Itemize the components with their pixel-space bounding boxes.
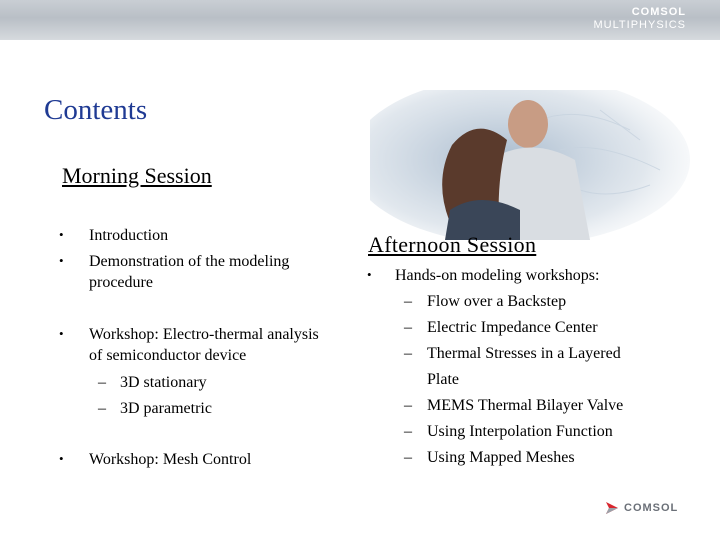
comsol-multiphysics-logo	[594, 7, 686, 31]
list-item: Workshop: Electro-thermal analysis	[89, 326, 319, 343]
dash: –	[404, 397, 412, 414]
sub-list-item: Using Interpolation Function	[427, 423, 613, 440]
dash: –	[404, 293, 412, 310]
header-band	[0, 0, 720, 40]
bullet: •	[59, 326, 64, 341]
afternoon-session-heading: Afternoon Session	[368, 232, 537, 257]
list-item-continuation: procedure	[89, 274, 153, 291]
sub-list-item: MEMS Thermal Bilayer Valve	[427, 397, 624, 414]
dash: –	[404, 345, 412, 362]
sub-list-item: Flow over a Backstep	[427, 293, 567, 310]
footer-logo-text: COMSOL	[624, 502, 679, 514]
dash: –	[98, 400, 106, 417]
bullet: •	[59, 451, 64, 466]
sub-list-item: 3D parametric	[120, 400, 212, 417]
sub-list-item: 3D stationary	[120, 374, 207, 391]
dash: –	[98, 374, 106, 391]
people-photo	[370, 90, 700, 240]
logo-line-1: COMSOL	[631, 6, 686, 18]
sub-list-item: Thermal Stresses in a Layered	[427, 345, 621, 362]
list-item-continuation: of semiconductor device	[89, 347, 247, 364]
list-item: Introduction	[89, 227, 169, 244]
morning-session-heading: Morning Session	[62, 163, 212, 188]
sub-list-item: Electric Impedance Center	[427, 319, 598, 336]
slide-title: Contents	[44, 94, 148, 126]
dash: –	[404, 449, 412, 466]
list-item: Workshop: Mesh Control	[89, 451, 252, 468]
bullet: •	[367, 267, 372, 282]
sub-list-item-continuation: Plate	[427, 371, 459, 388]
bullet: •	[59, 227, 64, 242]
dash: –	[404, 423, 412, 440]
list-item: Demonstration of the modeling	[89, 253, 290, 270]
sub-list-item: Using Mapped Meshes	[427, 449, 575, 466]
bullet: •	[59, 253, 64, 268]
logo-line-2: MULTIPHYSICS	[593, 19, 686, 31]
comsol-mark-icon	[604, 500, 620, 516]
dash: –	[404, 319, 412, 336]
list-item: Hands-on modeling workshops:	[395, 267, 600, 284]
